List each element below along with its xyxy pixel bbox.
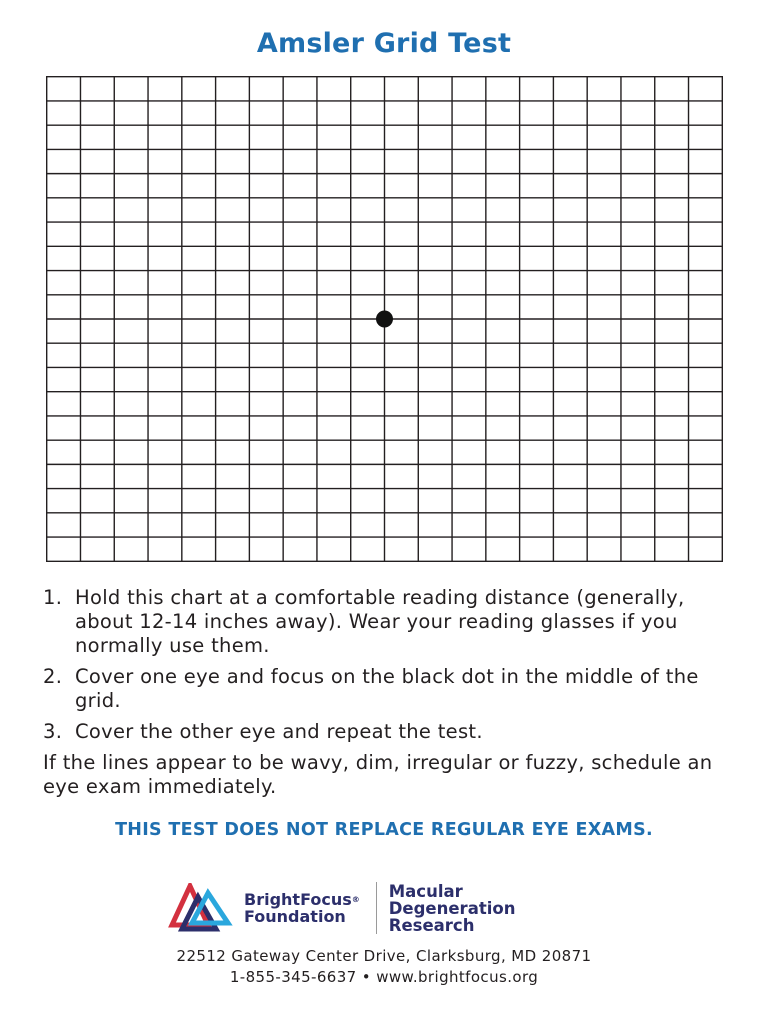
note-text: If the lines appear to be wavy, dim, irregular or fuzzy, schedule an eye exam immediately. xyxy=(43,751,713,798)
instruction-step xyxy=(43,720,743,744)
program-name: Macular Degeneration Research xyxy=(388,881,516,935)
step-number: 2. xyxy=(43,665,63,688)
warning-text: THIS TEST DOES NOT REPLACE REGULAR EYE EXAMS. xyxy=(115,820,653,840)
center-dot xyxy=(376,311,393,328)
step-text: Cover one eye and focus on the black dot in the middle of the grid. xyxy=(75,665,699,712)
logo-divider xyxy=(376,882,377,934)
instructions xyxy=(43,586,743,799)
triangle-logo-icon xyxy=(168,883,236,933)
step-text: Hold this chart at a comfortable reading distance (generally, about 12-14 inches away). Wear your reading glasses if you normally use them. xyxy=(75,586,685,657)
footer-contact xyxy=(0,946,768,988)
instruction-step xyxy=(43,586,743,658)
step-number: 1. xyxy=(43,586,63,609)
organization-name: BrightFocus® Foundation xyxy=(244,890,360,926)
address-text: 22512 Gateway Center Drive, Clarksburg, MD 20871 xyxy=(176,947,592,965)
contact-text: 1-855-345-6637 • www.brightfocus.org xyxy=(229,968,539,986)
brightfocus-logo xyxy=(168,880,515,936)
page-title: Amsler Grid Test xyxy=(256,28,512,59)
instruction-step xyxy=(43,665,743,713)
amsler-grid xyxy=(46,76,723,562)
step-text: Cover the other eye and repeat the test. xyxy=(75,720,483,743)
step-number: 3. xyxy=(43,720,63,743)
